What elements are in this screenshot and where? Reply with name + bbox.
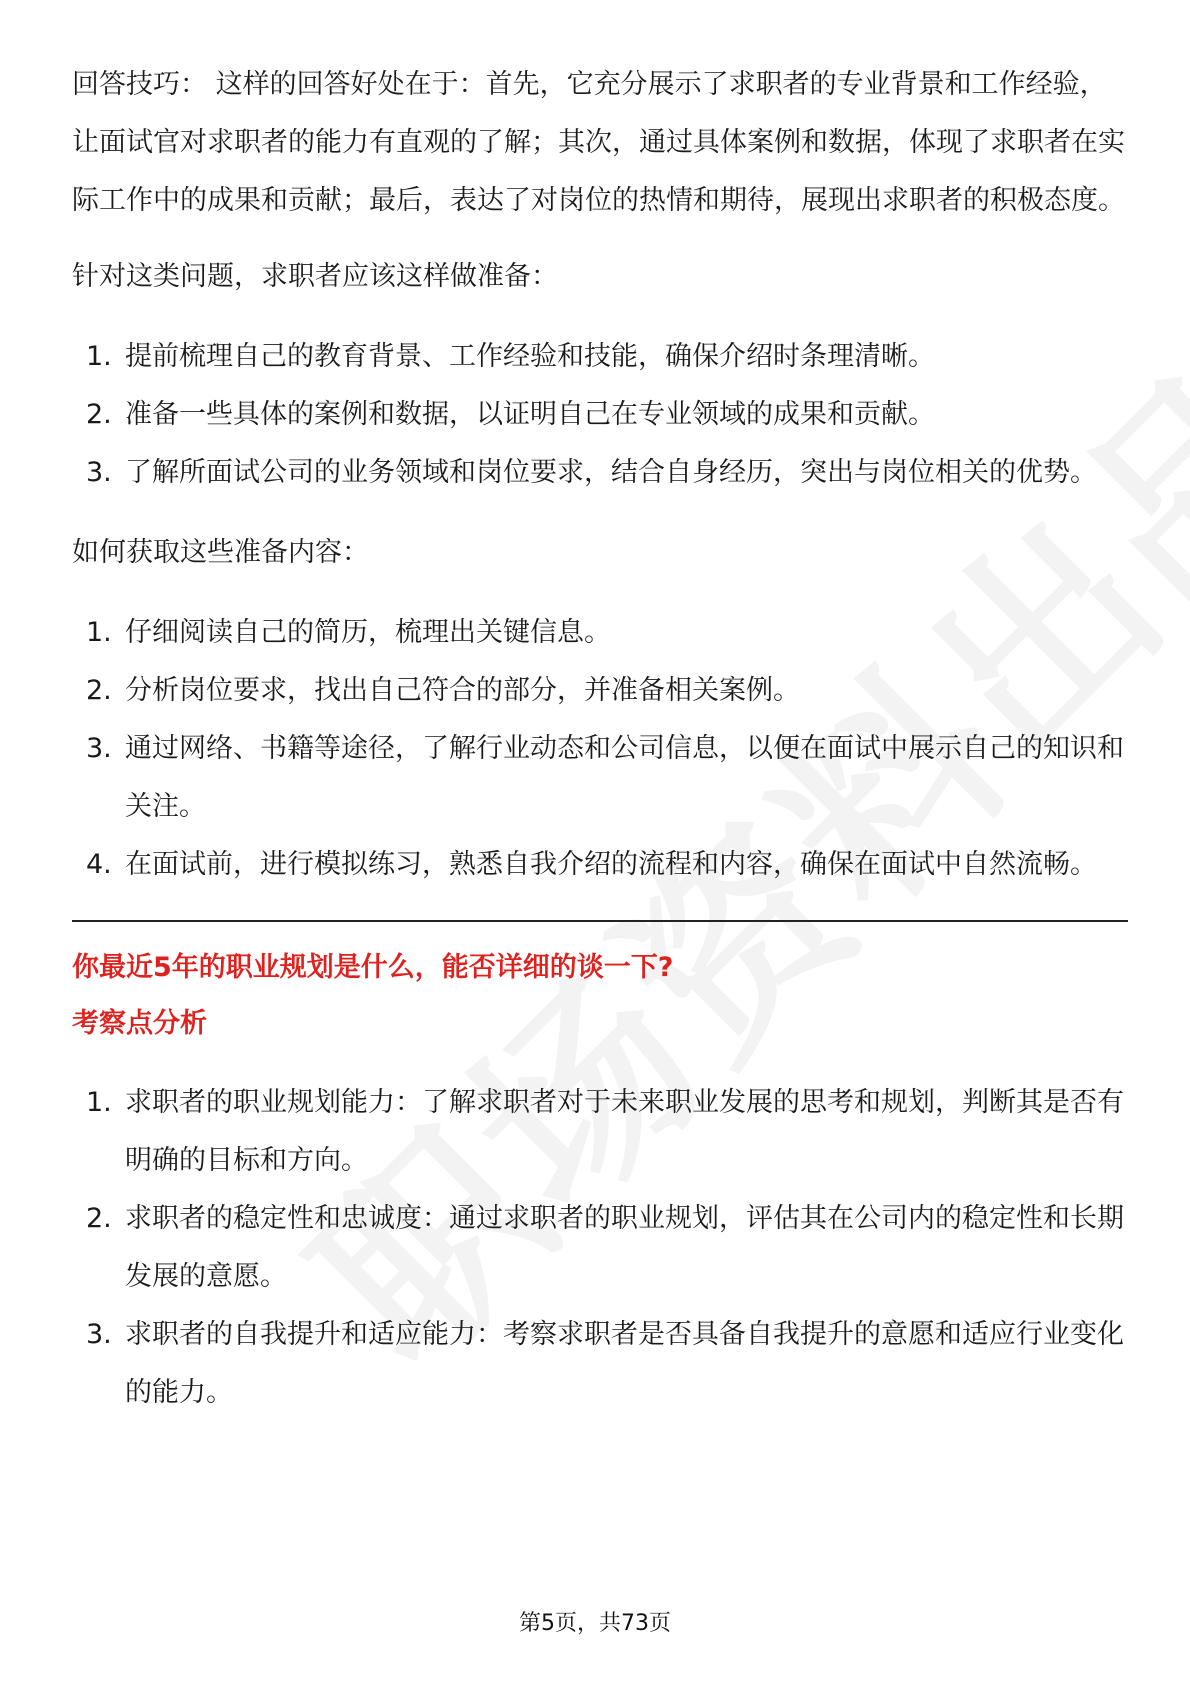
obtain-intro: 如何获取这些准备内容： (72, 537, 369, 568)
list-item (72, 604, 1128, 662)
list-item-text: 提前梳理自己的教育背景、工作经验和技能，确保介绍时条理清晰。 (125, 341, 935, 372)
list-item (72, 1190, 1128, 1306)
analysis-list (72, 1074, 1128, 1422)
list-item (72, 1074, 1128, 1190)
list-number: 3. (86, 733, 112, 764)
list-number: 1. (86, 341, 112, 372)
analysis-heading: 考察点分析 (72, 1008, 207, 1039)
obtain-list (72, 604, 1128, 894)
list-item (72, 662, 1128, 720)
list-item (72, 444, 1128, 502)
prep-list (72, 328, 1128, 502)
list-item (72, 328, 1128, 386)
list-item (72, 1306, 1128, 1422)
question-heading: 你最近5年的职业规划是什么，能否详细的谈一下? (72, 952, 674, 983)
list-number: 4. (86, 849, 112, 880)
list-item (72, 836, 1128, 894)
list-item-text: 准备一些具体的案例和数据，以证明自己在专业领域的成果和贡献。 (125, 399, 935, 430)
list-number: 2. (86, 1203, 112, 1234)
section-divider (72, 920, 1128, 922)
list-number: 1. (86, 1087, 112, 1118)
list-number: 3. (86, 1319, 112, 1350)
list-item-text: 求职者的职业规划能力：了解求职者对于未来职业发展的思考和规划，判断其是否有明确的目标和方向。 (125, 1087, 1124, 1176)
page-content (72, 56, 1128, 1422)
list-item-text: 分析岗位要求，找出自己符合的部分，并准备相关案例。 (125, 675, 800, 706)
list-item-text: 通过网络、书籍等途径，了解行业动态和公司信息，以便在面试中展示自己的知识和关注。 (125, 733, 1124, 822)
prep-intro: 针对这类问题，求职者应该这样做准备： (72, 261, 558, 292)
list-item-text: 仔细阅读自己的简历，梳理出关键信息。 (125, 617, 611, 648)
answer-tips-paragraph: 回答技巧： 这样的回答好处在于：首先，它充分展示了求职者的专业背景和工作经验，让面试官对求职者的能力有直观的了解；其次，通过具体案例和数据，体现了求职者在实际工作中的成果和贡献；最后，表达了对岗位的热情和期待，展现出求职者的积极态度。 (72, 69, 1125, 216)
list-item (72, 386, 1128, 444)
list-item (72, 720, 1128, 836)
list-number: 2. (86, 675, 112, 706)
list-number: 3. (86, 457, 112, 488)
list-item-text: 求职者的稳定性和忠诚度：通过求职者的职业规划，评估其在公司内的稳定性和长期发展的意愿。 (125, 1203, 1124, 1292)
list-item-text: 了解所面试公司的业务领域和岗位要求，结合自身经历，突出与岗位相关的优势。 (125, 457, 1097, 488)
list-item-text: 求职者的自我提升和适应能力：考察求职者是否具备自我提升的意愿和适应行业变化的能力。 (125, 1319, 1124, 1408)
list-number: 1. (86, 617, 112, 648)
page-footer: 第5页，共73页 (519, 1611, 671, 1636)
list-number: 2. (86, 399, 112, 430)
list-item-text: 在面试前，进行模拟练习，熟悉自我介绍的流程和内容，确保在面试中自然流畅。 (125, 849, 1097, 880)
